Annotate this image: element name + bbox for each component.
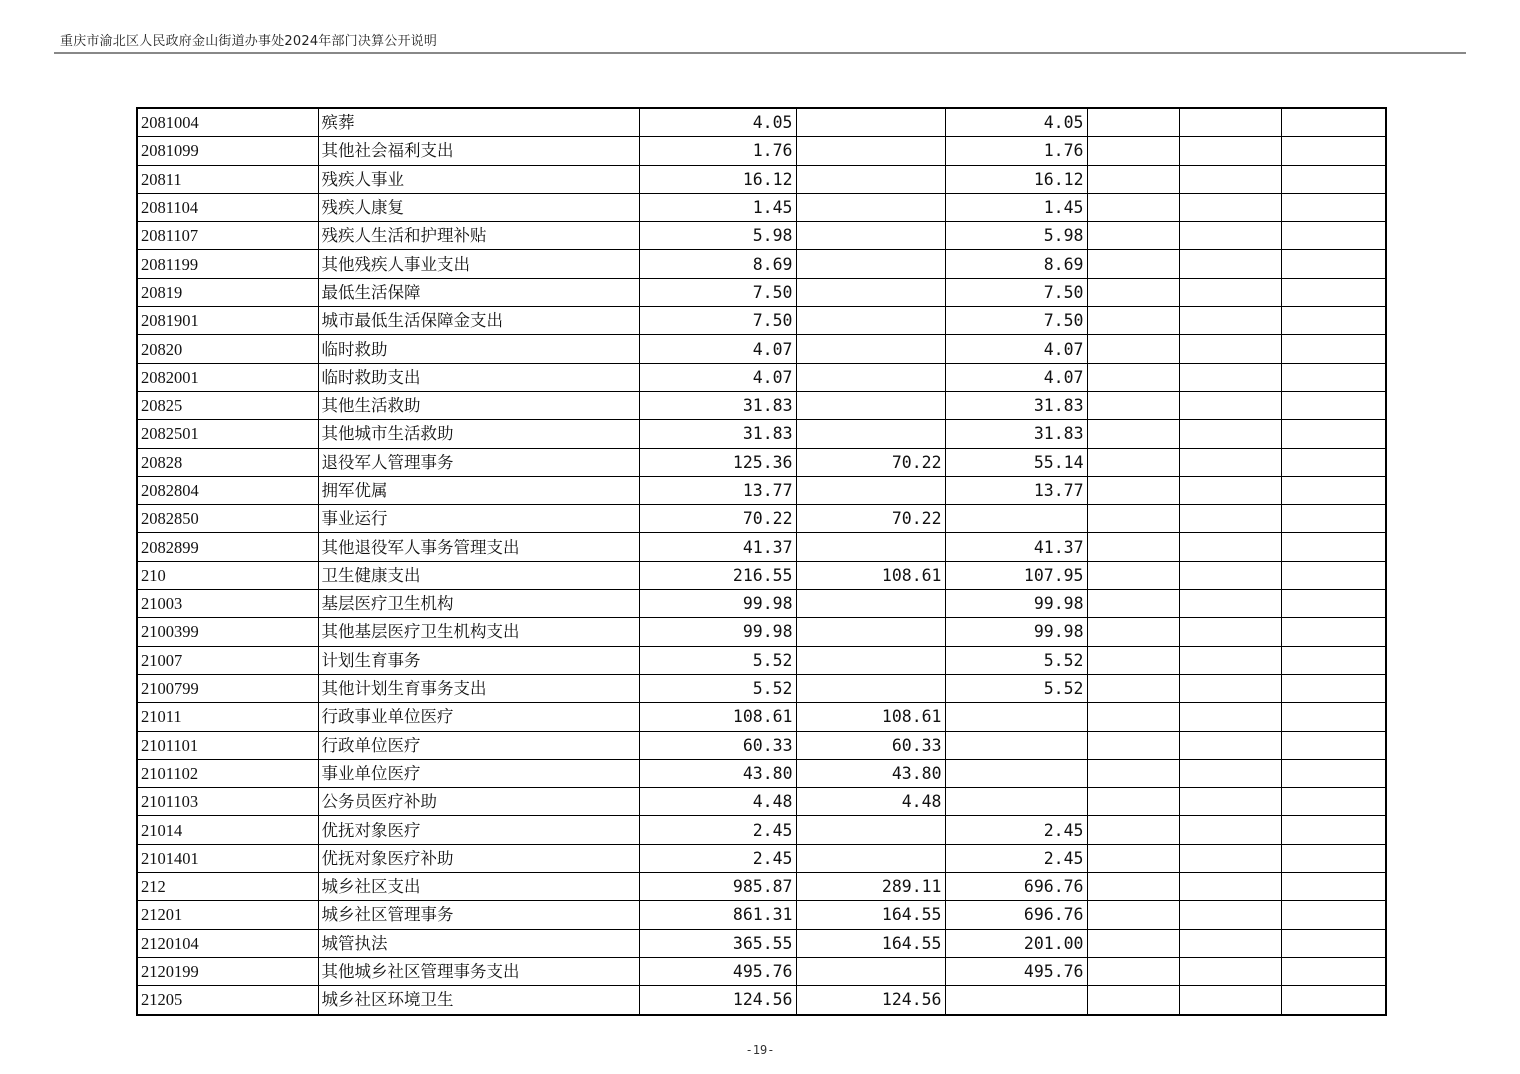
table-row: [137, 901, 1386, 929]
cell-project-expenditure: 107.95: [945, 561, 1087, 589]
cell-total: 8.69: [639, 250, 796, 278]
cell-subject-name: 行政单位医疗: [318, 731, 639, 759]
cell-empty-col-6: [1087, 476, 1179, 504]
cell-empty-col-7: [1179, 448, 1281, 476]
cell-subject-name: 事业单位医疗: [318, 759, 639, 787]
cell-subject-name: 其他基层医疗卫生机构支出: [318, 618, 639, 646]
cell-total: 2.45: [639, 844, 796, 872]
cell-empty-col-6: [1087, 335, 1179, 363]
cell-basic-expenditure: [796, 533, 945, 561]
cell-empty-col-8: [1281, 703, 1386, 731]
cell-basic-expenditure: [796, 957, 945, 985]
cell-empty-col-6: [1087, 957, 1179, 985]
cell-subject-name: 其他残疾人事业支出: [318, 250, 639, 278]
cell-empty-col-7: [1179, 674, 1281, 702]
cell-empty-col-6: [1087, 618, 1179, 646]
cell-empty-col-7: [1179, 731, 1281, 759]
cell-basic-expenditure: [796, 193, 945, 221]
cell-empty-col-7: [1179, 590, 1281, 618]
cell-total: 1.45: [639, 193, 796, 221]
cell-empty-col-7: [1179, 618, 1281, 646]
expenditure-table: [136, 107, 1387, 1016]
table-row: [137, 420, 1386, 448]
cell-project-expenditure: 16.12: [945, 165, 1087, 193]
table-row: [137, 108, 1386, 137]
cell-empty-col-8: [1281, 476, 1386, 504]
cell-empty-col-6: [1087, 505, 1179, 533]
table-row: [137, 929, 1386, 957]
cell-subject-code: 21011: [137, 703, 318, 731]
table-row: [137, 391, 1386, 419]
table-row: [137, 448, 1386, 476]
cell-empty-col-8: [1281, 448, 1386, 476]
cell-empty-col-6: [1087, 590, 1179, 618]
cell-empty-col-6: [1087, 391, 1179, 419]
cell-subject-name: 计划生育事务: [318, 646, 639, 674]
table-row: [137, 674, 1386, 702]
cell-empty-col-7: [1179, 250, 1281, 278]
table-row: [137, 618, 1386, 646]
cell-basic-expenditure: [796, 222, 945, 250]
cell-empty-col-8: [1281, 307, 1386, 335]
cell-basic-expenditure: 124.56: [796, 986, 945, 1015]
cell-total: 495.76: [639, 957, 796, 985]
cell-empty-col-7: [1179, 873, 1281, 901]
cell-empty-col-7: [1179, 788, 1281, 816]
cell-empty-col-8: [1281, 363, 1386, 391]
cell-empty-col-7: [1179, 703, 1281, 731]
table-body: [137, 108, 1386, 1015]
cell-project-expenditure: 41.37: [945, 533, 1087, 561]
cell-empty-col-8: [1281, 137, 1386, 165]
cell-total: 4.07: [639, 335, 796, 363]
cell-project-expenditure: 4.07: [945, 335, 1087, 363]
cell-subject-name: 优抚对象医疗: [318, 816, 639, 844]
cell-total: 5.52: [639, 646, 796, 674]
cell-subject-name: 其他城乡社区管理事务支出: [318, 957, 639, 985]
cell-subject-code: 2081099: [137, 137, 318, 165]
cell-basic-expenditure: [796, 391, 945, 419]
cell-empty-col-6: [1087, 986, 1179, 1015]
cell-subject-code: 210: [137, 561, 318, 589]
table-row: [137, 278, 1386, 306]
cell-basic-expenditure: 108.61: [796, 561, 945, 589]
cell-basic-expenditure: 70.22: [796, 505, 945, 533]
cell-subject-code: 2081104: [137, 193, 318, 221]
cell-subject-name: 退役军人管理事务: [318, 448, 639, 476]
cell-subject-code: 2081199: [137, 250, 318, 278]
cell-total: 4.05: [639, 108, 796, 137]
table-row: [137, 533, 1386, 561]
cell-basic-expenditure: 289.11: [796, 873, 945, 901]
cell-empty-col-7: [1179, 137, 1281, 165]
table-row: [137, 590, 1386, 618]
cell-subject-code: 2082001: [137, 363, 318, 391]
cell-basic-expenditure: [796, 278, 945, 306]
cell-project-expenditure: 696.76: [945, 901, 1087, 929]
header-divider: [54, 52, 1466, 54]
cell-subject-code: 21007: [137, 646, 318, 674]
cell-project-expenditure: 4.07: [945, 363, 1087, 391]
cell-subject-code: 2100399: [137, 618, 318, 646]
cell-empty-col-7: [1179, 505, 1281, 533]
cell-project-expenditure: 495.76: [945, 957, 1087, 985]
cell-total: 41.37: [639, 533, 796, 561]
page-header-title: 重庆市渝北区人民政府金山街道办事处2024年部门决算公开说明: [60, 34, 438, 49]
cell-empty-col-8: [1281, 590, 1386, 618]
cell-subject-code: 20811: [137, 165, 318, 193]
cell-empty-col-6: [1087, 788, 1179, 816]
cell-total: 5.52: [639, 674, 796, 702]
cell-empty-col-6: [1087, 448, 1179, 476]
cell-basic-expenditure: [796, 844, 945, 872]
table-row: [137, 816, 1386, 844]
cell-subject-code: 20819: [137, 278, 318, 306]
cell-subject-name: 残疾人事业: [318, 165, 639, 193]
cell-basic-expenditure: 164.55: [796, 901, 945, 929]
cell-project-expenditure: 7.50: [945, 278, 1087, 306]
cell-empty-col-8: [1281, 420, 1386, 448]
cell-empty-col-6: [1087, 646, 1179, 674]
table-row: [137, 476, 1386, 504]
cell-subject-name: 临时救助: [318, 335, 639, 363]
cell-empty-col-7: [1179, 533, 1281, 561]
table-row: [137, 307, 1386, 335]
cell-total: 2.45: [639, 816, 796, 844]
cell-basic-expenditure: 164.55: [796, 929, 945, 957]
cell-total: 16.12: [639, 165, 796, 193]
cell-total: 7.50: [639, 307, 796, 335]
cell-empty-col-8: [1281, 788, 1386, 816]
cell-subject-name: 城乡社区环境卫生: [318, 986, 639, 1015]
cell-total: 365.55: [639, 929, 796, 957]
cell-project-expenditure: [945, 986, 1087, 1015]
cell-empty-col-7: [1179, 222, 1281, 250]
cell-empty-col-7: [1179, 278, 1281, 306]
cell-project-expenditure: 31.83: [945, 420, 1087, 448]
cell-empty-col-6: [1087, 420, 1179, 448]
cell-total: 108.61: [639, 703, 796, 731]
cell-empty-col-8: [1281, 873, 1386, 901]
cell-subject-code: 2120104: [137, 929, 318, 957]
cell-subject-code: 2100799: [137, 674, 318, 702]
cell-project-expenditure: [945, 788, 1087, 816]
cell-subject-name: 公务员医疗补助: [318, 788, 639, 816]
cell-empty-col-7: [1179, 165, 1281, 193]
cell-basic-expenditure: [796, 618, 945, 646]
cell-subject-code: 2082850: [137, 505, 318, 533]
cell-subject-name: 其他退役军人事务管理支出: [318, 533, 639, 561]
cell-project-expenditure: 99.98: [945, 590, 1087, 618]
cell-project-expenditure: [945, 759, 1087, 787]
cell-empty-col-8: [1281, 165, 1386, 193]
cell-basic-expenditure: [796, 363, 945, 391]
cell-empty-col-8: [1281, 986, 1386, 1015]
table-row: [137, 165, 1386, 193]
cell-project-expenditure: 696.76: [945, 873, 1087, 901]
cell-total: 13.77: [639, 476, 796, 504]
cell-total: 1.76: [639, 137, 796, 165]
cell-empty-col-6: [1087, 816, 1179, 844]
cell-basic-expenditure: 60.33: [796, 731, 945, 759]
cell-project-expenditure: 2.45: [945, 816, 1087, 844]
page-number: -19-: [745, 1043, 775, 1057]
table-row: [137, 731, 1386, 759]
cell-basic-expenditure: [796, 137, 945, 165]
cell-total: 7.50: [639, 278, 796, 306]
cell-total: 70.22: [639, 505, 796, 533]
table-row: [137, 363, 1386, 391]
cell-subject-code: 2101102: [137, 759, 318, 787]
cell-subject-code: 21205: [137, 986, 318, 1015]
cell-total: 4.48: [639, 788, 796, 816]
cell-empty-col-6: [1087, 731, 1179, 759]
cell-total: 216.55: [639, 561, 796, 589]
cell-subject-name: 残疾人生活和护理补贴: [318, 222, 639, 250]
table-row: [137, 193, 1386, 221]
cell-empty-col-6: [1087, 307, 1179, 335]
cell-empty-col-6: [1087, 844, 1179, 872]
cell-subject-code: 2081901: [137, 307, 318, 335]
cell-empty-col-8: [1281, 901, 1386, 929]
cell-empty-col-7: [1179, 335, 1281, 363]
cell-basic-expenditure: [796, 674, 945, 702]
table-row: [137, 137, 1386, 165]
table-row: [137, 986, 1386, 1015]
cell-project-expenditure: 4.05: [945, 108, 1087, 137]
cell-empty-col-8: [1281, 505, 1386, 533]
table-row: [137, 873, 1386, 901]
cell-basic-expenditure: [796, 816, 945, 844]
cell-empty-col-8: [1281, 618, 1386, 646]
cell-empty-col-7: [1179, 561, 1281, 589]
cell-basic-expenditure: [796, 108, 945, 137]
cell-empty-col-6: [1087, 759, 1179, 787]
cell-project-expenditure: 2.45: [945, 844, 1087, 872]
cell-empty-col-6: [1087, 108, 1179, 137]
cell-subject-code: 2081004: [137, 108, 318, 137]
table-row: [137, 759, 1386, 787]
cell-total: 31.83: [639, 420, 796, 448]
cell-total: 985.87: [639, 873, 796, 901]
cell-empty-col-8: [1281, 957, 1386, 985]
cell-total: 5.98: [639, 222, 796, 250]
cell-empty-col-8: [1281, 731, 1386, 759]
cell-project-expenditure: 7.50: [945, 307, 1087, 335]
cell-empty-col-7: [1179, 759, 1281, 787]
cell-empty-col-7: [1179, 957, 1281, 985]
table-row: [137, 505, 1386, 533]
table-row: [137, 335, 1386, 363]
cell-empty-col-6: [1087, 901, 1179, 929]
cell-basic-expenditure: [796, 646, 945, 674]
cell-empty-col-7: [1179, 646, 1281, 674]
cell-empty-col-6: [1087, 533, 1179, 561]
cell-empty-col-7: [1179, 420, 1281, 448]
cell-empty-col-7: [1179, 363, 1281, 391]
cell-total: 124.56: [639, 986, 796, 1015]
cell-total: 99.98: [639, 590, 796, 618]
cell-empty-col-8: [1281, 929, 1386, 957]
cell-subject-name: 城乡社区管理事务: [318, 901, 639, 929]
cell-basic-expenditure: [796, 476, 945, 504]
cell-basic-expenditure: 4.48: [796, 788, 945, 816]
cell-empty-col-6: [1087, 703, 1179, 731]
cell-subject-name: 优抚对象医疗补助: [318, 844, 639, 872]
cell-basic-expenditure: 108.61: [796, 703, 945, 731]
cell-empty-col-6: [1087, 193, 1179, 221]
cell-empty-col-7: [1179, 193, 1281, 221]
cell-project-expenditure: [945, 505, 1087, 533]
cell-subject-name: 城管执法: [318, 929, 639, 957]
cell-subject-name: 卫生健康支出: [318, 561, 639, 589]
cell-subject-code: 2082804: [137, 476, 318, 504]
cell-empty-col-8: [1281, 278, 1386, 306]
cell-subject-code: 2120199: [137, 957, 318, 985]
cell-subject-name: 基层医疗卫生机构: [318, 590, 639, 618]
cell-empty-col-8: [1281, 335, 1386, 363]
cell-basic-expenditure: 70.22: [796, 448, 945, 476]
cell-basic-expenditure: [796, 335, 945, 363]
table-row: [137, 561, 1386, 589]
table-row: [137, 788, 1386, 816]
cell-subject-code: 21201: [137, 901, 318, 929]
cell-subject-name: 其他生活救助: [318, 391, 639, 419]
cell-empty-col-8: [1281, 816, 1386, 844]
cell-basic-expenditure: [796, 590, 945, 618]
cell-empty-col-8: [1281, 674, 1386, 702]
cell-empty-col-8: [1281, 844, 1386, 872]
table-row: [137, 957, 1386, 985]
cell-project-expenditure: 5.52: [945, 674, 1087, 702]
cell-empty-col-8: [1281, 222, 1386, 250]
cell-basic-expenditure: [796, 165, 945, 193]
cell-project-expenditure: 55.14: [945, 448, 1087, 476]
cell-empty-col-6: [1087, 278, 1179, 306]
cell-subject-name: 其他社会福利支出: [318, 137, 639, 165]
cell-empty-col-7: [1179, 986, 1281, 1015]
cell-project-expenditure: 201.00: [945, 929, 1087, 957]
cell-subject-name: 拥军优属: [318, 476, 639, 504]
cell-total: 43.80: [639, 759, 796, 787]
cell-subject-code: 2101401: [137, 844, 318, 872]
table-row: [137, 844, 1386, 872]
cell-empty-col-6: [1087, 137, 1179, 165]
cell-total: 60.33: [639, 731, 796, 759]
cell-empty-col-8: [1281, 108, 1386, 137]
cell-empty-col-8: [1281, 533, 1386, 561]
cell-project-expenditure: 13.77: [945, 476, 1087, 504]
cell-empty-col-6: [1087, 250, 1179, 278]
cell-empty-col-7: [1179, 844, 1281, 872]
cell-project-expenditure: 31.83: [945, 391, 1087, 419]
cell-subject-name: 最低生活保障: [318, 278, 639, 306]
cell-subject-code: 20825: [137, 391, 318, 419]
cell-subject-name: 城市最低生活保障金支出: [318, 307, 639, 335]
cell-empty-col-6: [1087, 929, 1179, 957]
cell-project-expenditure: [945, 703, 1087, 731]
cell-empty-col-6: [1087, 873, 1179, 901]
cell-total: 31.83: [639, 391, 796, 419]
cell-empty-col-8: [1281, 759, 1386, 787]
cell-total: 99.98: [639, 618, 796, 646]
cell-empty-col-6: [1087, 165, 1179, 193]
table-row: [137, 250, 1386, 278]
cell-subject-name: 其他计划生育事务支出: [318, 674, 639, 702]
cell-empty-col-7: [1179, 901, 1281, 929]
cell-empty-col-7: [1179, 391, 1281, 419]
cell-subject-code: 2101101: [137, 731, 318, 759]
cell-subject-name: 事业运行: [318, 505, 639, 533]
cell-project-expenditure: 99.98: [945, 618, 1087, 646]
table-row: [137, 222, 1386, 250]
cell-subject-code: 2081107: [137, 222, 318, 250]
cell-subject-code: 21003: [137, 590, 318, 618]
cell-empty-col-7: [1179, 307, 1281, 335]
table-row: [137, 646, 1386, 674]
cell-empty-col-7: [1179, 816, 1281, 844]
cell-subject-code: 2082899: [137, 533, 318, 561]
cell-empty-col-7: [1179, 929, 1281, 957]
cell-subject-code: 212: [137, 873, 318, 901]
cell-basic-expenditure: 43.80: [796, 759, 945, 787]
cell-empty-col-8: [1281, 193, 1386, 221]
cell-empty-col-8: [1281, 250, 1386, 278]
cell-basic-expenditure: [796, 250, 945, 278]
cell-project-expenditure: 1.76: [945, 137, 1087, 165]
cell-empty-col-8: [1281, 561, 1386, 589]
cell-total: 125.36: [639, 448, 796, 476]
cell-empty-col-8: [1281, 391, 1386, 419]
cell-subject-name: 城乡社区支出: [318, 873, 639, 901]
cell-empty-col-6: [1087, 561, 1179, 589]
cell-subject-code: 20820: [137, 335, 318, 363]
cell-subject-name: 行政事业单位医疗: [318, 703, 639, 731]
cell-subject-code: 20828: [137, 448, 318, 476]
cell-empty-col-6: [1087, 674, 1179, 702]
table-row: [137, 703, 1386, 731]
cell-subject-code: 21014: [137, 816, 318, 844]
cell-subject-code: 2082501: [137, 420, 318, 448]
cell-project-expenditure: 5.98: [945, 222, 1087, 250]
cell-empty-col-7: [1179, 476, 1281, 504]
cell-empty-col-6: [1087, 222, 1179, 250]
cell-project-expenditure: 5.52: [945, 646, 1087, 674]
cell-project-expenditure: 1.45: [945, 193, 1087, 221]
cell-total: 861.31: [639, 901, 796, 929]
cell-subject-name: 临时救助支出: [318, 363, 639, 391]
cell-project-expenditure: [945, 731, 1087, 759]
cell-subject-name: 殡葬: [318, 108, 639, 137]
cell-basic-expenditure: [796, 307, 945, 335]
cell-basic-expenditure: [796, 420, 945, 448]
cell-empty-col-6: [1087, 363, 1179, 391]
cell-project-expenditure: 8.69: [945, 250, 1087, 278]
cell-total: 4.07: [639, 363, 796, 391]
cell-empty-col-8: [1281, 646, 1386, 674]
cell-empty-col-7: [1179, 108, 1281, 137]
cell-subject-code: 2101103: [137, 788, 318, 816]
cell-subject-name: 其他城市生活救助: [318, 420, 639, 448]
cell-subject-name: 残疾人康复: [318, 193, 639, 221]
